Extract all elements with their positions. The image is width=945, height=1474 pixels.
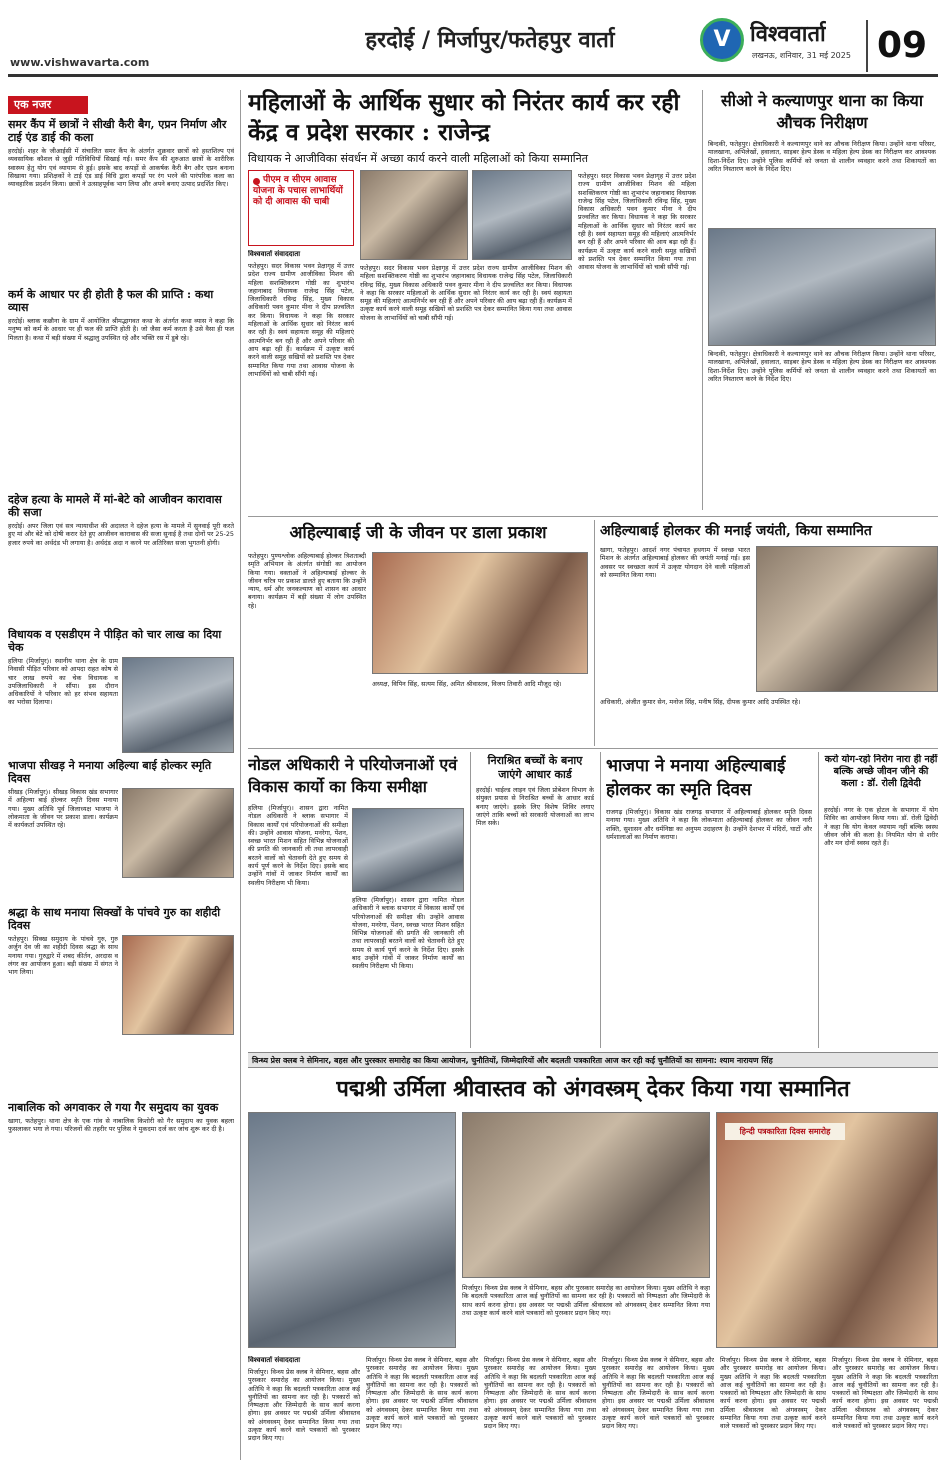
nodal-headline: नोडल अधिकारी ने परियोजनाओं एवं विकास कार्यो का किया समीक्षा bbox=[248, 755, 458, 796]
yoga-headline: करो योग-रहो निरोग नारा ही नहीं बल्कि अच्छे जीवन जीने की कला : डॉ. रोली द्विवेदी bbox=[824, 754, 938, 789]
section-rule bbox=[248, 516, 938, 517]
lead-callout bbox=[248, 170, 354, 246]
story-body: फतेहपुर। सिक्ख समुदाय के पांचवे गुरु, गुरु अर्जुन देव जी का शहीदी दिवस श्रद्धा के साथ मनाया गया। गुरुद्वारे में शबद कीर्तन, अरदास व लंगर का आयोजन हुआ। बड़ी संख्या में संगत ने भाग लिया। bbox=[8, 935, 118, 977]
story-photo bbox=[122, 788, 234, 878]
urmila-body-col4: मिर्जापुर। विन्ध्य प्रेस क्लब ने सेमिनार, बहस और पुरस्कार समारोह का आयोजन किया। मुख्य अतिथि ने कहा कि बदलती पत्रकारिता आज कई चुनौतियों का सामना कर रही है। पत्रकारों को निष्पक्षता और जिम्मेदारी के साथ कार्य करना होगा। इस अवसर पर पद्मश्री उर्मिला श्रीवास्तव को अंगवस्त्रम् देकर सम्मानित किया गया तथा उत्कृष्ट कार्य करने वाले पत्रकारों को पुरस्कार प्रदान किए गए। bbox=[602, 1356, 714, 1431]
item-headline: समर कैंप में छात्रों ने सीखी कैरी बैग, एप्रन निर्माण और टाई एंड डाई की कला bbox=[8, 118, 227, 144]
masthead bbox=[0, 0, 945, 80]
nodal-photo bbox=[352, 808, 464, 892]
urmila-body-col2: मिर्जापुर। विन्ध्य प्रेस क्लब ने सेमिनार, बहस और पुरस्कार समारोह का आयोजन किया। मुख्य अतिथि ने कहा कि बदलती पत्रकारिता आज कई चुनौतियों का सामना कर रही है। पत्रकारों को निष्पक्षता और जिम्मेदारी के साथ कार्य करना होगा। इस अवसर पर पद्मश्री उर्मिला श्रीवास्तव को अंगवस्त्रम् देकर सम्मानित किया गया तथा उत्कृष्ट कार्य करने वाले पत्रकारों को पुरस्कार प्रदान किए गए। bbox=[366, 1356, 478, 1431]
story-body: सीखड़ (मिर्जापुर)। सीखड़ विकास खंड सभागार में अहिल्या बाई होल्कर स्मृति दिवस मनाया गया। मुख्य अतिथि पूर्व जिलाध्यक्ष भाजपा ने लोकमाता के जीवन पर प्रकाश डाला। कार्यक्रम में कार्यकर्ता उपस्थित रहे। bbox=[8, 788, 118, 830]
item-body: हरदोई। ब्लाक कछौना के ग्राम में आयोजित श्रीमद्भागवत कथा के अंतर्गत कथा व्यास ने कहा कि मनुष्य को कर्म के आधार पर ही फल की प्राप्ति होती है। जो जैसा कर्म करता है उसे वैसा ही फल मिलता है। कथा में बड़ी संख्या में श्रद्धालु उपस्थित रहे और भक्ति रस में डूबे रहे। bbox=[8, 317, 234, 342]
nodal-body-col1: हलिया (मिर्जापुर)। शासन द्वारा नामित नोडल अधिकारी ने ब्लाक सभागार में विकास कार्यों एवं परियोजनाओं की समीक्षा की। उन्होंने आवास योजना, मनरेगा, पेंशन, स्वच्छ भारत मिशन सहित विभिन्न योजनाओं की प्रगति की जानकारी ली तथा लापरवाही बरतने वालों को चेतावनी देते हुए समय से कार्य पूर्ण करने के निर्देश दिए। इसके बाद उन्होंने गांवों में जाकर निर्माण कार्यों का स्थलीय निरीक्षण भी किया। bbox=[248, 804, 348, 887]
ek-nazar-label: एक नजर bbox=[8, 96, 88, 114]
callout-text: पीएम व सीएम आवास योजना के पचास लाभार्थियों को दी आवास की चाबी bbox=[253, 175, 343, 207]
item-body: हरदोई। अपर जिला एवं सत्र न्यायाधीश की अदालत ने दहेज हत्या के मामले में सुनवाई पूरी करते हुए मां और बेटे को दोषी करार देते हुए आजीवन कारावास की सजा सुनाई है तथा दोनों पर 25-25 हजार रुपये का अर्थदंड भी लगाया है। अर्थदंड अदा न करने पर अतिरिक्त सजा भुगतनी होगी। bbox=[8, 522, 234, 547]
ahilya-prakash-photo bbox=[372, 552, 588, 674]
yoga-body: हरदोई। नगर के एक होटल के सभागार में योग शिविर का आयोजन किया गया। डॉ. रोली द्विवेदी ने कहा कि योग केवल व्यायाम नहीं बल्कि स्वस्थ जीवन जीने की कला है। नियमित योग से शरीर और मन दोनों स्वस्थ रहते हैं। bbox=[824, 806, 938, 848]
urmila-photo-hall bbox=[248, 1112, 456, 1348]
ahilya-jayanti-photo bbox=[756, 546, 938, 692]
section-title: हरदोई / मिर्जापुर/फतेहपुर वार्ता bbox=[365, 27, 615, 53]
left-story-minor bbox=[8, 1101, 234, 1213]
bjp-ahilya-body: राजगढ़ (मिर्जापुर)। विकास खंड राजगढ़ सभागार में अहिल्याबाई होलकर स्मृति दिवस मनाया गया। मुख्य अतिथि ने कहा कि लोकमाता अहिल्याबाई होलकर का जीवन नारी शक्ति, सुशासन और धर्मनिष्ठा का अनुपम उदाहरण है। उन्होंने देशभर में मंदिरों, घाटों और धर्मशालाओं का निर्माण कराया। bbox=[606, 808, 812, 841]
story-headline: श्रद्धा के साथ मनाया सिक्खों के पांचवे गुरु का शहीदी दिवस bbox=[8, 906, 221, 932]
co-photo bbox=[708, 228, 936, 346]
event-banner: हिन्दी पत्रकारिता दिवस समारोह bbox=[725, 1123, 845, 1140]
left-story-bjp bbox=[8, 759, 234, 900]
story-photo bbox=[122, 657, 234, 753]
dateline: लखनऊ, शनिवार, 31 मई 2025 bbox=[752, 51, 851, 60]
co-headline: सीओ ने कल्याणपुर थाना का किया औचक निरीक्षण bbox=[721, 91, 923, 132]
website-url[interactable]: www.vishwavarta.com bbox=[10, 56, 150, 69]
urmila-body-col6: मिर्जापुर। विन्ध्य प्रेस क्लब ने सेमिनार, बहस और पुरस्कार समारोह का आयोजन किया। मुख्य अतिथि ने कहा कि बदलती पत्रकारिता आज कई चुनौतियों का सामना कर रही है। पत्रकारों को निष्पक्षता और जिम्मेदारी के साथ कार्य करना होगा। इस अवसर पर पद्मश्री उर्मिला श्रीवास्तव को अंगवस्त्रम् देकर सम्मानित किया गया तथा उत्कृष्ट कार्य करने वाले पत्रकारों को पुरस्कार प्रदान किए गए। bbox=[832, 1356, 938, 1431]
ahilya-jayanti-headline: अहिल्याबाई होलकर की मनाई जयंती, किया सम्मानित bbox=[600, 523, 872, 539]
lead-body-col3: फतेहपुर। सदर विकास भवन प्रेक्षागृह में उत्तर प्रदेश राज्य ग्रामीण आजीविका मिशन की महिला सशक्तिकरण गोष्ठी का शुभारंभ जहानाबाद विधायक राजेन्द्र सिंह पटेल, जिलाधिकारी रविन्द्र सिंह, मुख्य विकास अधिकारी पवन कुमार मीना ने दीप प्रज्वलित कर किया। विधायक ने कहा कि सरकार महिलाओं के आर्थिक सुधार को निरंतर कार्य कर रही है। स्वयं सहायता समूह की महिलाएं आत्मनिर्भर बन रही हैं और अपने परिवार की आय बढ़ा रही हैं। कार्यक्रम में उत्कृष्ट कार्य करने वाली समूह सखियों को प्रशस्ति पत्र देकर सम्मानित किया गया तथा आवास योजना के लाभार्थियों को चाबी सौंपी गई। bbox=[578, 172, 696, 272]
left-story-guru bbox=[8, 906, 234, 1095]
ahilya-prakash-caption: अध्यक्ष, विपिन सिंह, सत्यम सिंह, अमित श्रीवास्तव, विजय तिवारी आदि मौजूद रहे। bbox=[372, 680, 562, 688]
item-headline: दहेज हत्या के मामले में मां-बेटे को आजीवन कारावास की सजा bbox=[8, 493, 222, 519]
item-headline: कर्म के आधार पर ही होती है फल की प्राप्ति : कथा व्यास bbox=[8, 288, 214, 314]
column-rule bbox=[594, 520, 595, 746]
urmila-body-top: मिर्जापुर। विन्ध्य प्रेस क्लब ने सेमिनार, बहस और पुरस्कार समारोह का आयोजन किया। मुख्य अतिथि ने कहा कि बदलती पत्रकारिता आज कई चुनौतियों का सामना कर रही है। पत्रकारों को निष्पक्षता और जिम्मेदारी के साथ कार्य करना होगा। इस अवसर पर पद्मश्री उर्मिला श्रीवास्तव को अंगवस्त्रम् देकर सम्मानित किया गया तथा उत्कृष्ट कार्य करने वाले पत्रकारों को पुरस्कार प्रदान किए गए। bbox=[462, 1284, 710, 1317]
ek-nazar-item-3 bbox=[8, 493, 234, 622]
column-rule bbox=[818, 752, 819, 1048]
urmila-headline: पद्मश्री उर्मिला श्रीवास्तव को अंगवस्त्रम् देकर किया गया सम्मानित bbox=[336, 1076, 850, 1102]
niraashrit-headline: निराश्रित बच्चों के बनाए जाएंगे आधार कार्ड bbox=[487, 754, 583, 781]
lead-body-col2: फतेहपुर। सदर विकास भवन प्रेक्षागृह में उत्तर प्रदेश राज्य ग्रामीण आजीविका मिशन की महिला सशक्तिकरण गोष्ठी का शुभारंभ जहानाबाद विधायक राजेन्द्र सिंह पटेल, जिलाधिकारी रविन्द्र सिंह, मुख्य विकास अधिकारी पवन कुमार मीना ने दीप प्रज्वलित कर किया। विधायक ने कहा कि सरकार महिलाओं के आर्थिक सुधार को निरंतर कार्य कर रही है। स्वयं सहायता समूह की महिलाएं आत्मनिर्भर बन रही हैं और अपने परिवार की आय बढ़ा रही हैं। कार्यक्रम में उत्कृष्ट कार्य करने वाली समूह सखियों को प्रशस्ति पत्र देकर सम्मानित किया गया तथा आवास योजना के लाभार्थियों को चाबी सौंपी गई। bbox=[360, 264, 572, 322]
lead-subhead: विधायक ने आजीविका संवर्धन में अच्छा कार्य करने वाली महिलाओं को किया सम्मानित bbox=[248, 152, 589, 165]
co-body-continued: बिन्दकी, फतेहपुर। क्षेत्राधिकारी ने कल्याणपुर थाने का औचक निरीक्षण किया। उन्होंने थाना परिसर, मालखाना, अभिलेखों, हवालात, साइबर हेल्प डेस्क व महिला हेल्प डेस्क का निरीक्षण कर आवश्यक दिशा-निर्देश दिए। उन्होंने पुलिस कर्मियों को जनता से शालीन व्यवहार करने तथा शिकायतों का त्वरित निस्तारण करने के निर्देश दिए। bbox=[708, 350, 936, 383]
ahilya-prakash-headline: अहिल्याबाई जी के जीवन पर डाला प्रकाश bbox=[289, 523, 547, 543]
column-rule bbox=[470, 752, 471, 1048]
callout-bullet-icon bbox=[253, 178, 260, 185]
banner-strip-text: विन्ध्य प्रेस क्लब ने सेमिनार, बहस और पुरस्कार समारोह का किया आयोजन, चुनौतियों, जिम्मेदारियों और बदलती पत्रकारिता आज कर रही कई चुनौतियों का सामना: श्याम नारायण सिंह bbox=[252, 1056, 773, 1065]
logo-v-icon: V bbox=[713, 27, 731, 52]
header-rule bbox=[8, 74, 938, 77]
story-headline: नाबालिक को अगवाकर ले गया गैर समुदाय का युवक bbox=[8, 1101, 219, 1114]
urmila-body-col5: मिर्जापुर। विन्ध्य प्रेस क्लब ने सेमिनार, बहस और पुरस्कार समारोह का आयोजन किया। मुख्य अतिथि ने कहा कि बदलती पत्रकारिता आज कई चुनौतियों का सामना कर रही है। पत्रकारों को निष्पक्षता और जिम्मेदारी के साथ कार्य करना होगा। इस अवसर पर पद्मश्री उर्मिला श्रीवास्तव को अंगवस्त्रम् देकर सम्मानित किया गया तथा उत्कृष्ट कार्य करने वाले पत्रकारों को पुरस्कार प्रदान किए गए। bbox=[720, 1356, 826, 1431]
story-photo bbox=[122, 935, 234, 1035]
page-number: 09 bbox=[866, 20, 936, 72]
ahilya-jayanti-caption: अधिकारी, अंजीत कुमार सेन, मनोज सिंह, मनीष सिंह, दीपक कुमार आदि उपस्थित रहे। bbox=[600, 698, 801, 706]
brand-name: विश्ववार्ता bbox=[750, 21, 826, 47]
ek-nazar-column bbox=[8, 118, 234, 1458]
co-body: बिन्दकी, फतेहपुर। क्षेत्राधिकारी ने कल्याणपुर थाने का औचक निरीक्षण किया। उन्होंने थाना परिसर, मालखाना, अभिलेखों, हवालात, साइबर हेल्प डेस्क व महिला हेल्प डेस्क का निरीक्षण कर आवश्यक दिशा-निर्देश दिए। उन्होंने पुलिस कर्मियों को जनता से शालीन व्यवहार करने तथा शिकायतों का त्वरित निस्तारण करने के निर्देश दिए। bbox=[708, 140, 936, 173]
item-body: हरदोई। शहर के जीआईसी में संचालित समर कैंप के अंतर्गत शुक्रवार छात्रों को हस्तशिल्प एवं व्यवसायिक कौशल से जुड़ी गतिविधियाँ सिखाई गईं। समर कैंप की शुरुआत छात्रों के शारीरिक स्वास्थ्य हेतु योग एवं व्यायाम से हुई। इसके बाद कपड़ों से आकर्षक कैरी बैग और एप्रन बनाना सिखाया गया। प्रशिक्षकों ने टाई एंड डाई विधि द्वारा कपड़ों पर रंग भरने की पारंपरिक कला का व्यावहारिक प्रदर्शन किया। छात्रों ने उत्साहपूर्वक भाग लिया और अपने बनाए उत्पाद प्रदर्शित किए। bbox=[8, 147, 234, 189]
story-body: खागा, फतेहपुर। थाना क्षेत्र के एक गांव से नाबालिक किशोरी को गैर समुदाय का युवक बहला फुसलाकर भगा ले गया। परिजनों की तहरीर पर पुलिस ने मुकदमा दर्ज कर जांच शुरू कर दी है। bbox=[8, 1117, 234, 1134]
column-rule bbox=[240, 90, 241, 1460]
urmila-photo-speaker bbox=[716, 1112, 938, 1348]
event-banner-strip bbox=[248, 1052, 938, 1068]
story-body: हलिया (मिर्जापुर)। स्थानीय थाना क्षेत्र के ग्राम निवासी पीड़ित परिवार को आपदा राहत कोष से चार लाख रुपये का चेक विधायक व उपजिलाधिकारी ने सौंपा। इस दौरान अधिकारियों ने परिवार को हर संभव सहायता का भरोसा दिलाया। bbox=[8, 657, 118, 707]
urmila-byline: विश्ववार्ता संवाददाता bbox=[248, 1356, 301, 1364]
ahilya-prakash-body: फतेहपुर। पुण्यश्लोक अहिल्याबाई होल्कर त्रिशताब्दी स्मृति अभियान के अंतर्गत संगोष्ठी का आयोजन किया गया। वक्ताओं ने अहिल्याबाई होल्कर के जीवन चरित्र पर प्रकाश डालते हुए बताया कि उन्होंने न्याय, धर्म और जनकल्याण को शासन का आधार बनाया। कार्यक्रम में बड़ी संख्या में लोग उपस्थित रहे। bbox=[248, 552, 366, 610]
ahilya-jayanti-body: खागा, फतेहपुर। आदर्श नगर पंचायत हथगाम में स्वच्छ भारत मिशन के अंतर्गत अहिल्याबाई होलकर की जयंती मनाई गई। इस अवसर पर स्वच्छता कार्य में उत्कृष्ट योगदान देने वाली महिलाओं को सम्मानित किया गया। bbox=[600, 546, 750, 579]
left-story-cheque bbox=[8, 628, 234, 753]
lead-body-col1: फतेहपुर। सदर विकास भवन प्रेक्षागृह में उत्तर प्रदेश राज्य ग्रामीण आजीविका मिशन की महिला सशक्तिकरण गोष्ठी का शुभारंभ जहानाबाद विधायक राजेन्द्र सिंह पटेल, जिलाधिकारी रविन्द्र सिंह, मुख्य विकास अधिकारी पवन कुमार मीना ने दीप प्रज्वलित कर किया। विधायक ने कहा कि सरकार महिलाओं के आर्थिक सुधार को निरंतर कार्य कर रही है। स्वयं सहायता समूह की महिलाएं आत्मनिर्भर बन रही हैं और अपने परिवार की आय बढ़ा रही हैं। कार्यक्रम में उत्कृष्ट कार्य करने वाली समूह सखियों को प्रशस्ति पत्र देकर सम्मानित किया गया तथा आवास योजना के लाभार्थियों को चाबी सौंपी गई। bbox=[248, 262, 354, 378]
ek-nazar-item-2 bbox=[8, 288, 234, 487]
column-rule bbox=[600, 752, 601, 1048]
lead-photo-left bbox=[360, 170, 468, 260]
brand-logo bbox=[700, 18, 744, 62]
niraashrit-body: हरदोई। चाईल्ड लाइन एवं जिला प्रोबेशन विभाग के संयुक्त प्रयास से निराश्रित बच्चों के आधार कार्ड बनाए जाएंगे। इसके लिए विशेष शिविर लगाए जाएंगे ताकि बच्चों को सरकारी योजनाओं का लाभ मिल सके। bbox=[476, 786, 594, 828]
section-rule bbox=[248, 748, 938, 749]
column-rule bbox=[702, 90, 703, 510]
story-headline: भाजपा सीखड़ ने मनाया अहिल्या बाई होल्कर स्मृति दिवस bbox=[8, 759, 212, 785]
lead-byline: विश्ववार्ता संवाददाता bbox=[248, 250, 301, 258]
story-headline: विधायक व एसडीएम ने पीड़ित को चार लाख का दिया चेक bbox=[8, 628, 222, 654]
lead-headline: महिलाओं के आर्थिक सुधार को निरंतर कार्य कर रही केंद्र व प्रदेश सरकार : राजेन्द्र bbox=[248, 89, 680, 146]
ek-nazar-item-1 bbox=[8, 118, 234, 282]
urmila-photo-stage bbox=[462, 1112, 710, 1278]
nodal-body-col2: हलिया (मिर्जापुर)। शासन द्वारा नामित नोडल अधिकारी ने ब्लाक सभागार में विकास कार्यों एवं परियोजनाओं की समीक्षा की। उन्होंने आवास योजना, मनरेगा, पेंशन, स्वच्छ भारत मिशन सहित विभिन्न योजनाओं की प्रगति की जानकारी ली तथा लापरवाही बरतने वालों को चेतावनी देते हुए समय से कार्य पूर्ण करने के निर्देश दिए। इसके बाद उन्होंने गांवों में जाकर निर्माण कार्यों का स्थलीय निरीक्षण भी किया। bbox=[352, 896, 464, 971]
bjp-ahilya-headline: भाजपा ने मनाया अहिल्याबाई होलकर का स्मृति दिवस bbox=[606, 756, 786, 800]
urmila-body-col3: मिर्जापुर। विन्ध्य प्रेस क्लब ने सेमिनार, बहस और पुरस्कार समारोह का आयोजन किया। मुख्य अतिथि ने कहा कि बदलती पत्रकारिता आज कई चुनौतियों का सामना कर रही है। पत्रकारों को निष्पक्षता और जिम्मेदारी के साथ कार्य करना होगा। इस अवसर पर पद्मश्री उर्मिला श्रीवास्तव को अंगवस्त्रम् देकर सम्मानित किया गया तथा उत्कृष्ट कार्य करने वाले पत्रकारों को पुरस्कार प्रदान किए गए। bbox=[484, 1356, 596, 1431]
lead-photo-right bbox=[472, 170, 572, 260]
urmila-body-col1: मिर्जापुर। विन्ध्य प्रेस क्लब ने सेमिनार, बहस और पुरस्कार समारोह का आयोजन किया। मुख्य अतिथि ने कहा कि बदलती पत्रकारिता आज कई चुनौतियों का सामना कर रही है। पत्रकारों को निष्पक्षता और जिम्मेदारी के साथ कार्य करना होगा। इस अवसर पर पद्मश्री उर्मिला श्रीवास्तव को अंगवस्त्रम् देकर सम्मानित किया गया तथा उत्कृष्ट कार्य करने वाले पत्रकारों को पुरस्कार प्रदान किए गए। bbox=[248, 1368, 360, 1443]
